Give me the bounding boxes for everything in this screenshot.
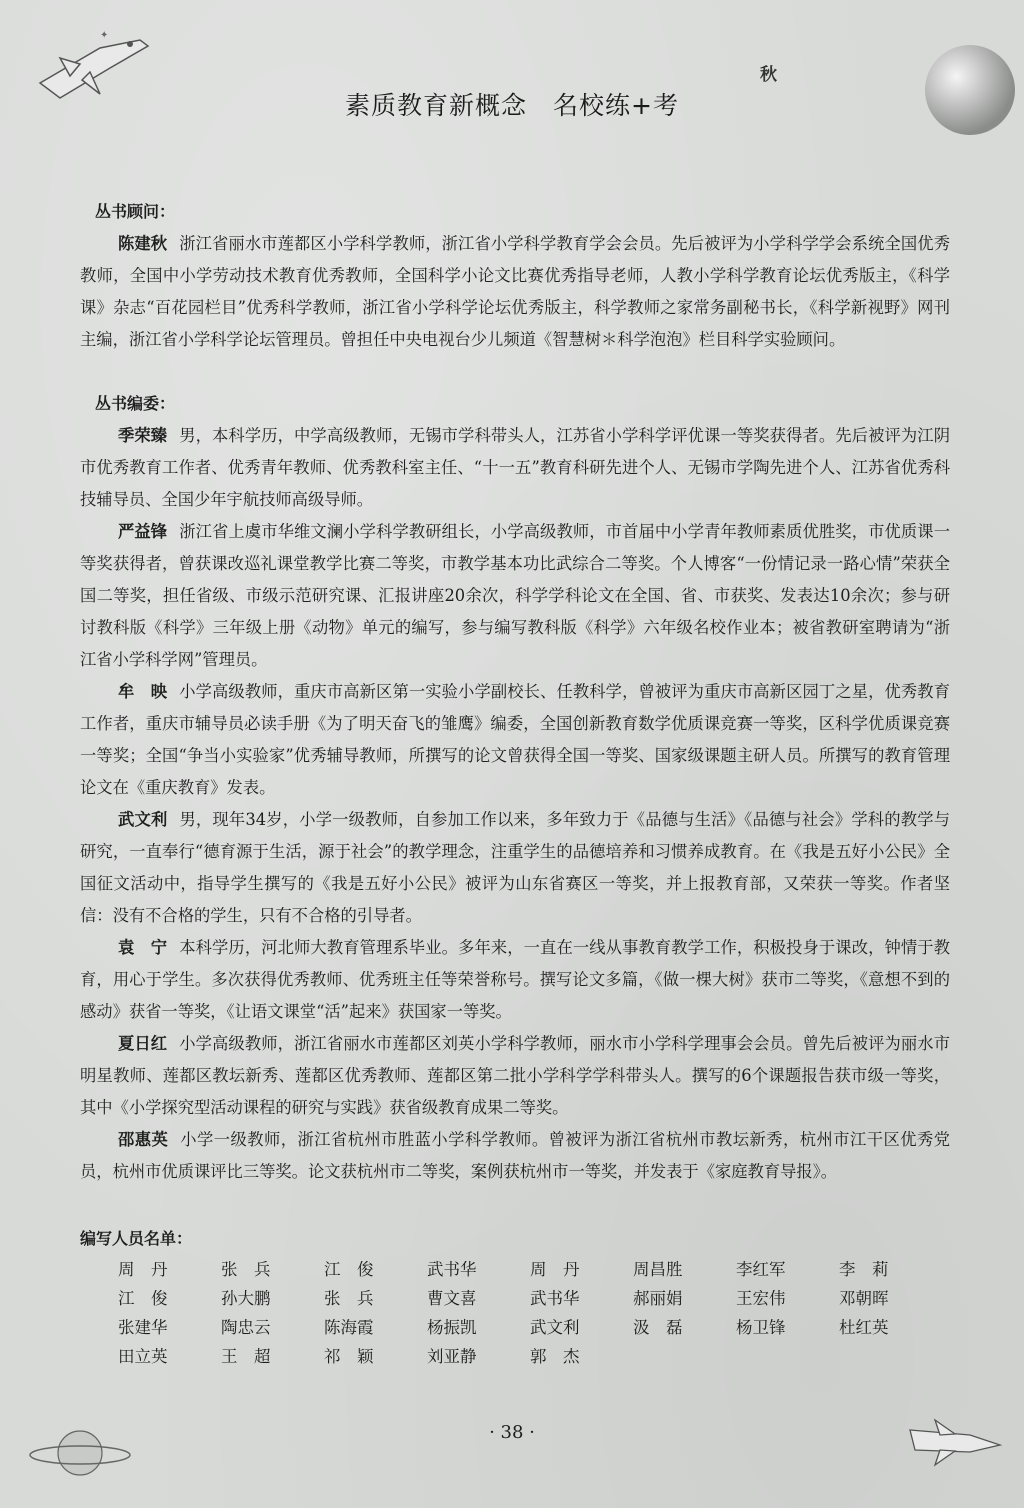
editors-heading: 丛书编委： [95,394,176,413]
person-bio: 浙江省丽水市莲都区小学科学教师，浙江省小学科学教育学会会员。先后被评为小学科学学会系统全国优秀教师，全国中小学劳动技术教育优秀教师，全国科学小论文比赛优秀指导老师，人教小学科学教育论坛优秀版主，《科学课》杂志“百花园栏目”优秀科学教师，浙江省小学科学论坛优秀版主，科学教师之家常务副秘书长，《科学新视野》网刊主编，浙江省小学科学论坛管理员。曾担任中央电视台少儿频道《智慧树＊科学泡泡》栏目科学实验顾问。 [80,234,950,349]
writer-name: 刘亚静 [427,1347,477,1366]
person-name: 季荣臻 [118,426,168,445]
writer-name: 武书华 [530,1289,580,1308]
writer-name: 杜红英 [839,1318,889,1337]
writer-name: 李红军 [736,1260,786,1279]
writer-name: 郭 杰 [530,1347,580,1366]
person-bio: 小学高级教师，浙江省丽水市莲都区刘英小学科学教师，丽水市小学科学理事会会员。曾先后被评为丽水市明星教师、莲都区教坛新秀、莲都区优秀教师、莲都区第二批小学科学学科带头人。撰写的6个课题报告获市级一等奖，其中《小学探究型活动课程的研究与实践》获省级教育成果二等奖。 [80,1034,950,1117]
bio-paragraph [80,676,950,804]
writer-name: 王 超 [221,1347,271,1366]
writer-name: 周 丹 [118,1260,168,1279]
person-name: 武文利 [118,810,168,829]
writer-name: 周 丹 [530,1260,580,1279]
bio-paragraph [80,804,950,932]
writer-name: 李 莉 [839,1260,889,1279]
page-number: · 38 · [489,1422,535,1443]
writer-name: 祁 颖 [324,1347,374,1366]
writer-name: 武文利 [530,1318,580,1337]
writer-name: 郝丽娟 [633,1289,683,1308]
bio-paragraph [80,1028,950,1124]
person-name: 陈建秋 [118,234,168,253]
writer-name: 汲 磊 [633,1318,683,1337]
bio-paragraph [80,420,950,516]
writer-name: 陈海霞 [324,1318,374,1337]
bio-paragraph [80,1124,950,1188]
bio-paragraph [80,228,950,356]
bio-paragraph [80,932,950,1028]
person-name: 邵惠英 [118,1130,169,1149]
writer-name: 张建华 [118,1318,168,1337]
writer-name: 周昌胜 [633,1260,683,1279]
season-label: 秋 [760,65,777,85]
main-content [80,196,950,1188]
person-bio: 小学一级教师，浙江省杭州市胜蓝小学科学教师。曾被评为浙江省杭州市教坛新秀，杭州市江干区优秀党员，杭州市优质课评比三等奖。论文获杭州市二等奖，案例获杭州市一等奖，并发表于《家庭教育导报》。 [80,1130,950,1181]
writer-name: 武书华 [427,1260,477,1279]
person-bio: 本科学历，河北师大教育管理系毕业。多年来，一直在一线从事教育教学工作，积极投身于课改，钟情于教育，用心于学生。多次获得优秀教师、优秀班主任等荣誉称号。撰写论文多篇，《做一棵大树》获市二等奖，《意想不到的感动》获省一等奖，《让语文课堂“活”起来》获国家一等奖。 [80,938,950,1021]
writer-name: 田立英 [118,1347,168,1366]
person-bio: 男，本科学历，中学高级教师，无锡市学科带头人，江苏省小学科学评优课一等奖获得者。先后被评为江阴市优秀教育工作者、优秀青年教师、优秀教科室主任、“十一五”教育科研先进个人、无锡市学陶先进个人、江苏省优秀科技辅导员、全国少年宇航技师高级导师。 [80,426,950,509]
person-name: 袁 宁 [118,938,168,957]
writer-name: 杨卫锋 [736,1318,786,1337]
writer-name: 江 俊 [118,1289,168,1308]
writer-name: 王宏伟 [736,1289,786,1308]
svg-text:✦: ✦ [100,30,109,41]
writer-name: 曹文喜 [427,1289,477,1308]
person-bio: 浙江省上虞市华维文澜小学科学教研组长，小学高级教师，市首届中小学青年教师素质优胜奖，市优质课一等奖获得者，曾获课改巡礼课堂教学比赛二等奖，市教学基本功比武综合二等奖。个人博客“一份情记录一路心情”荣获全国二等奖，担任省级、市级示范研究课、汇报讲座20余次，科学学科论文在全国、省、市获奖、发表达10余次；参与研讨教科版《科学》三年级上册《动物》单元的编写，参与编写教科版《科学》六年级名校作业本；被省教研室聘请为“浙江省小学科学网”管理员。 [80,522,950,669]
writer-name: 张 兵 [324,1289,374,1308]
writer-name: 邓朝晖 [839,1289,889,1308]
bio-paragraph [80,516,950,676]
person-bio: 小学高级教师，重庆市高新区第一实验小学副校长、任教科学，曾被评为重庆市高新区园丁之星，优秀教育工作者，重庆市辅导员必读手册《为了明天奋飞的雏鹰》编委，全国创新教育数学优质课竞赛一等奖，区科学优质课竞赛一等奖；全国“争当小实验家”优秀辅导教师，所撰写的论文曾获得全国一等奖、国家级课题主研人员。所撰写的教育管理论文在《重庆教育》发表。 [80,682,950,797]
writers-heading: 编写人员名单： [80,1229,193,1248]
writers-roster [80,1226,950,1371]
advisors-heading: 丛书顾问： [95,202,176,221]
writer-name: 孙大鹏 [221,1289,271,1308]
writer-name: 陶忠云 [221,1318,271,1337]
page-title: 素质教育新概念 名校练+考 [345,91,679,120]
person-bio: 男，现年34岁，小学一级教师，自参加工作以来，多年致力于《品德与生活》《品德与社会》学科的教学与研究，一直奉行“德育源于生活，源于社会”的教学理念，注重学生的品德培养和习惯养成教育。在《我是五好小公民》全国征文活动中，指导学生撰写的《我是五好小公民》被评为山东省赛区一等奖，并上报教育部，又荣获一等奖。作者坚信：没有不合格的学生，只有不合格的引导者。 [80,810,950,925]
writers-grid [118,1255,950,1371]
person-name: 严益锋 [118,522,168,541]
person-name: 牟 映 [118,682,168,701]
writer-name: 杨振凯 [427,1318,477,1337]
writer-name: 张 兵 [221,1260,271,1279]
writer-name: 江 俊 [324,1260,374,1279]
person-name: 夏日红 [118,1034,168,1053]
